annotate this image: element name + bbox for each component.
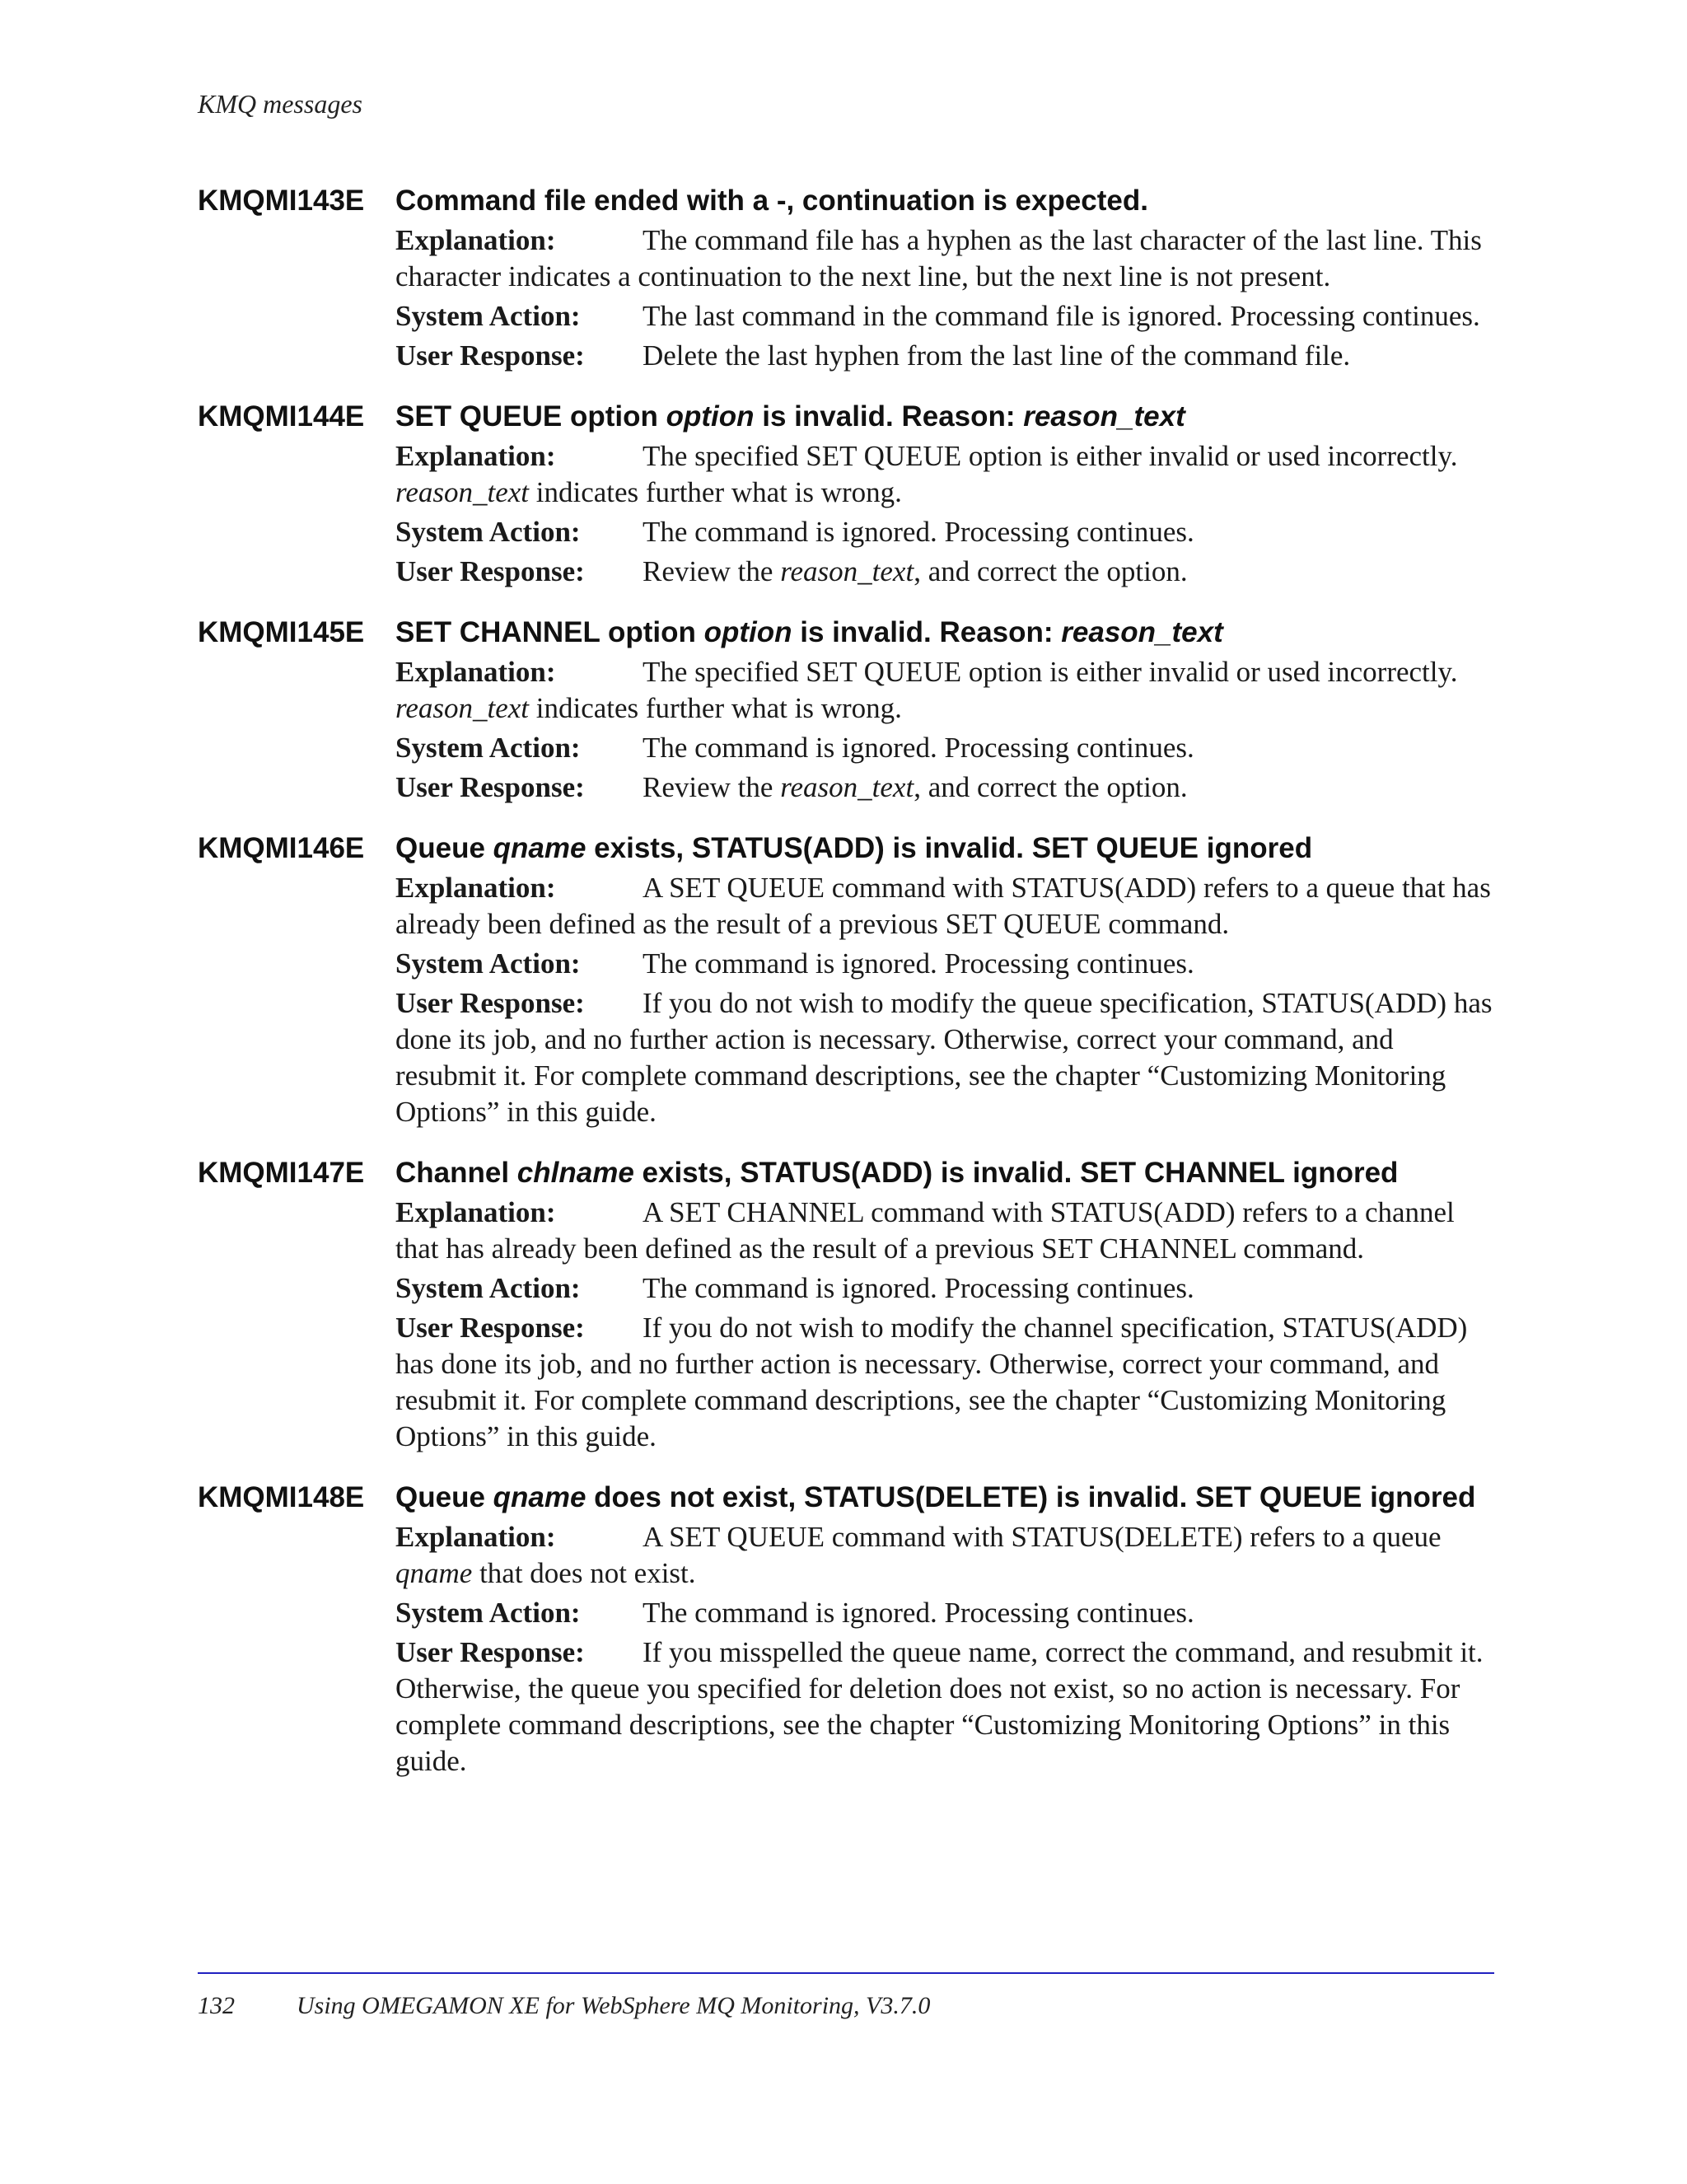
- title-segment: qname: [493, 832, 586, 864]
- section-label: Explanation:: [395, 656, 556, 688]
- title-segment: chlname: [516, 1157, 634, 1189]
- message-title: [395, 615, 1493, 651]
- text-segment: The command is ignored. Processing continues.: [643, 732, 1194, 764]
- title-segment: Queue: [395, 1481, 493, 1513]
- text-segment: If you do not wish to modify the queue specification, STATUS(ADD) has done its job, and no further action is necessary. Otherwise, correct your command, and resubmit it. For complete command descriptions, see the chapter “Customizing Monitoring Options” in this guide.: [395, 987, 1493, 1128]
- text-segment: The command is ignored. Processing continues.: [643, 1272, 1194, 1304]
- system-action-paragraph: [395, 1595, 1493, 1631]
- user-response-paragraph: [395, 769, 1493, 806]
- text-segment: The command is ignored. Processing continues.: [643, 947, 1194, 980]
- user-response-paragraph: [395, 338, 1493, 374]
- section-label: System Action:: [395, 732, 581, 764]
- title-segment: SET QUEUE option: [395, 400, 666, 433]
- message-title: [395, 399, 1493, 435]
- text-segment: The specified SET QUEUE option is either invalid or used incorrectly.: [643, 440, 1458, 472]
- title-segment: exists, STATUS(ADD) is invalid. SET CHANNEL ignored: [633, 1157, 1399, 1189]
- message-id: KMQMI143E: [198, 185, 365, 217]
- text-segment: The command is ignored. Processing continues.: [643, 516, 1194, 548]
- section-label: System Action:: [395, 947, 581, 980]
- section-label: User Response:: [395, 1636, 585, 1668]
- section-label: User Response:: [395, 987, 585, 1019]
- title-segment: option: [703, 616, 792, 648]
- message-id: KMQMI146E: [198, 832, 365, 864]
- section-label: System Action:: [395, 1597, 581, 1629]
- text-segment: The command is ignored. Processing continues.: [643, 1597, 1194, 1629]
- text-segment: A SET QUEUE command with STATUS(DELETE) refers to a queue: [643, 1521, 1442, 1553]
- text-segment: Delete the last hyphen from the last line of the command file.: [643, 339, 1351, 372]
- section-label: System Action:: [395, 1272, 581, 1304]
- text-segment: Review the: [643, 771, 781, 803]
- message-title: [395, 1155, 1493, 1191]
- message-body: [395, 1155, 1493, 1458]
- text-segment: reason_text: [395, 692, 529, 724]
- system-action-paragraph: [395, 730, 1493, 766]
- message-entry: [198, 183, 1493, 377]
- section-label: Explanation:: [395, 1196, 556, 1228]
- explanation-paragraph: [395, 438, 1493, 511]
- section-label: Explanation:: [395, 224, 556, 256]
- system-action-paragraph: [395, 514, 1493, 550]
- title-segment: reason_text: [1061, 616, 1223, 648]
- footer-divider: [198, 1972, 1494, 1974]
- title-segment: SET CHANNEL option: [395, 616, 704, 648]
- title-segment: Queue: [395, 832, 493, 864]
- section-label: User Response:: [395, 339, 585, 372]
- text-segment: Review the: [643, 555, 781, 587]
- user-response-paragraph: [395, 985, 1493, 1130]
- section-label: Explanation:: [395, 1521, 556, 1553]
- title-segment: Command file ended with a -, continuation is expected.: [395, 185, 1148, 217]
- message-id: KMQMI148E: [198, 1481, 365, 1513]
- message-title: [395, 1480, 1493, 1516]
- title-segment: option: [666, 400, 755, 433]
- text-segment: A SET CHANNEL command with STATUS(ADD) refers to a channel that has already been defined as the result of a previous SET CHANNEL command.: [395, 1196, 1455, 1265]
- text-segment: indicates further what is wrong.: [529, 476, 902, 508]
- text-segment: reason_text: [395, 476, 529, 508]
- text-segment: reason_text: [780, 555, 914, 587]
- message-body: [395, 1480, 1493, 1783]
- title-segment: reason_text: [1023, 400, 1185, 433]
- text-segment: A SET QUEUE command with STATUS(ADD) refers to a queue that has already been defined as the result of a previous SET QUEUE command.: [395, 872, 1491, 940]
- section-label: User Response:: [395, 771, 585, 803]
- explanation-paragraph: [395, 870, 1493, 942]
- section-label: Explanation:: [395, 872, 556, 904]
- book-title: Using OMEGAMON XE for WebSphere MQ Monitoring, V3.7.0: [297, 1992, 931, 2019]
- message-body: [395, 399, 1493, 593]
- section-label: Explanation:: [395, 440, 556, 472]
- text-segment: qname: [395, 1557, 473, 1589]
- explanation-paragraph: [395, 1519, 1493, 1592]
- explanation-paragraph: [395, 222, 1493, 295]
- title-segment: exists, STATUS(ADD) is invalid. SET QUEUE ignored: [586, 832, 1313, 864]
- message-id: KMQMI144E: [198, 400, 365, 433]
- message-list: [198, 183, 1493, 1804]
- text-segment: , and correct the option.: [914, 555, 1188, 587]
- text-segment: , and correct the option.: [914, 771, 1188, 803]
- explanation-paragraph: [395, 1195, 1493, 1267]
- title-segment: does not exist, STATUS(DELETE) is invalid. SET QUEUE ignored: [586, 1481, 1476, 1513]
- running-header: KMQ messages: [198, 89, 362, 119]
- message-body: [395, 183, 1493, 377]
- message-entry: [198, 399, 1493, 593]
- title-segment: is invalid. Reason:: [754, 400, 1024, 433]
- title-segment: qname: [493, 1481, 586, 1513]
- text-segment: If you misspelled the queue name, correct the command, and resubmit it. Otherwise, the queue you specified for deletion does not exist, so no action is necessary. For complete command descriptions, see the chapter “Customizing Monitoring Options” in this guide.: [395, 1636, 1484, 1777]
- message-entry: [198, 1480, 1493, 1783]
- user-response-paragraph: [395, 1634, 1493, 1779]
- message-entry: [198, 1155, 1493, 1458]
- text-segment: The last command in the command file is ignored. Processing continues.: [643, 300, 1480, 332]
- message-body: [395, 830, 1493, 1134]
- section-label: User Response:: [395, 555, 585, 587]
- system-action-paragraph: [395, 946, 1493, 982]
- user-response-paragraph: [395, 1310, 1493, 1455]
- message-title: [395, 830, 1493, 867]
- message-entry: [198, 830, 1493, 1134]
- text-segment: If you do not wish to modify the channel specification, STATUS(ADD) has done its job, and no further action is necessary. Otherwise, correct your command, and resubmit it. For complete command descriptions, see the chapter “Customizing Monitoring Options” in this guide.: [395, 1312, 1468, 1452]
- page-footer: [198, 1992, 930, 2020]
- system-action-paragraph: [395, 298, 1493, 334]
- title-segment: Channel: [395, 1157, 517, 1189]
- text-segment: The command file has a hyphen as the last character of the last line. This character indicates a continuation to the next line, but the next line is not present.: [395, 224, 1482, 292]
- message-title: [395, 183, 1493, 219]
- message-id: KMQMI147E: [198, 1157, 365, 1189]
- text-segment: reason_text: [780, 771, 914, 803]
- explanation-paragraph: [395, 654, 1493, 727]
- section-label: System Action:: [395, 300, 581, 332]
- message-id: KMQMI145E: [198, 616, 365, 648]
- text-segment: that does not exist.: [472, 1557, 696, 1589]
- section-label: User Response:: [395, 1312, 585, 1344]
- section-label: System Action:: [395, 516, 581, 548]
- user-response-paragraph: [395, 554, 1493, 590]
- system-action-paragraph: [395, 1270, 1493, 1307]
- text-segment: The specified SET QUEUE option is either invalid or used incorrectly.: [643, 656, 1458, 688]
- title-segment: is invalid. Reason:: [792, 616, 1062, 648]
- message-entry: [198, 615, 1493, 809]
- page-number: 132: [198, 1992, 235, 2019]
- message-body: [395, 615, 1493, 809]
- text-segment: indicates further what is wrong.: [529, 692, 902, 724]
